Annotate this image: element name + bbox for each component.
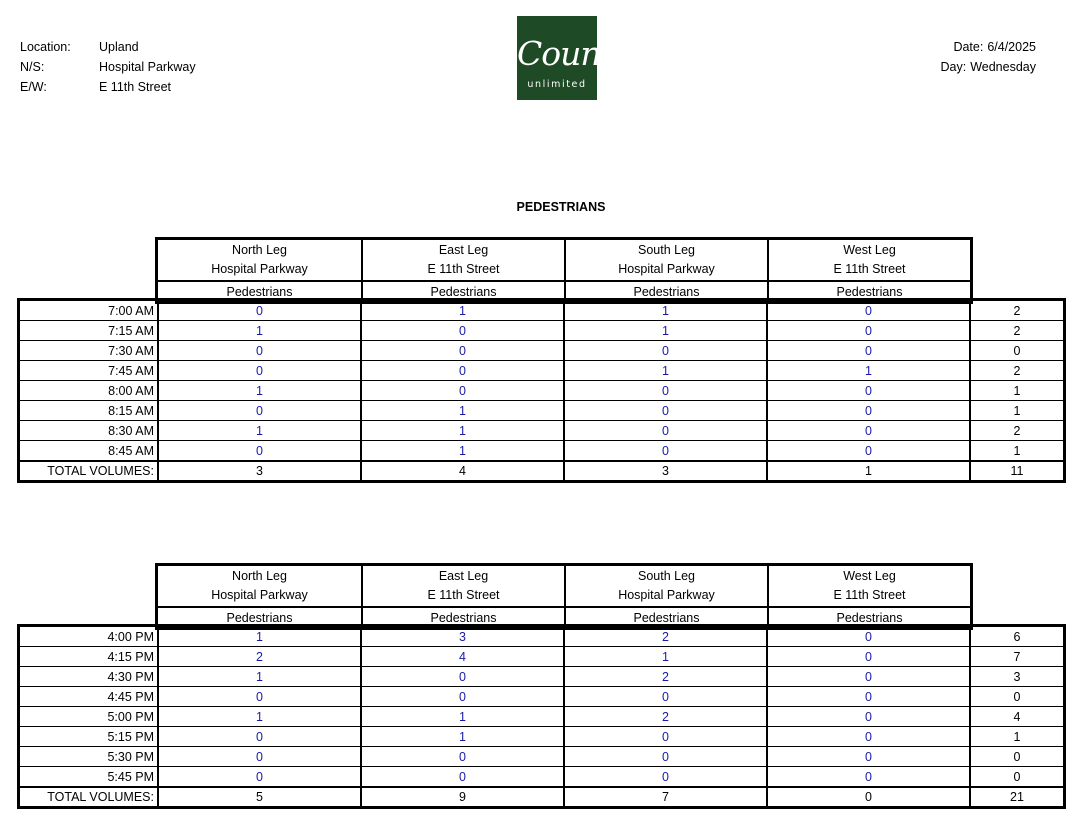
leg-header: [155, 563, 973, 630]
leg-street: Hospital Parkway: [618, 588, 715, 602]
time-cell: 7:30 AM: [108, 343, 154, 358]
leg-column: [361, 240, 564, 301]
page-title: PEDESTRIANS: [516, 200, 606, 214]
row-total-cell: 2: [969, 421, 1063, 440]
count-cell: 0: [563, 727, 766, 746]
count-cell: 1: [157, 321, 360, 340]
time-cell: 7:00 AM: [108, 303, 154, 318]
count-cell: 0: [563, 341, 766, 360]
counts-grid: [17, 624, 1066, 809]
total-row: [20, 460, 1063, 480]
count-cell: 0: [563, 767, 766, 786]
time-cell: 7:15 AM: [108, 323, 154, 338]
table-row: [20, 706, 1063, 726]
count-cell: 0: [766, 321, 969, 340]
count-cell: 1: [563, 647, 766, 666]
count-cell: 0: [563, 381, 766, 400]
leg-total-cell: 3: [563, 462, 766, 480]
leg-header: [155, 237, 973, 304]
table-row: [20, 627, 1063, 646]
table-row: [20, 420, 1063, 440]
count-cell: 1: [157, 667, 360, 686]
time-cell: 8:45 AM: [108, 443, 154, 458]
leg-mode: Pedestrians: [430, 284, 497, 299]
time-cell: 5:15 PM: [107, 729, 154, 744]
leg-name: North Leg: [232, 243, 287, 257]
count-cell: 0: [157, 301, 360, 320]
count-cell: 0: [766, 341, 969, 360]
count-cell: 0: [766, 727, 969, 746]
count-cell: 0: [563, 687, 766, 706]
table-row: [20, 726, 1063, 746]
leg-column: [564, 566, 767, 627]
leg-street: Hospital Parkway: [211, 262, 308, 276]
leg-total-cell: 4: [360, 462, 563, 480]
count-cell: 1: [766, 361, 969, 380]
count-cell: 0: [563, 421, 766, 440]
table-row: [20, 360, 1063, 380]
count-cell: 1: [157, 707, 360, 726]
leg-mode: Pedestrians: [226, 284, 293, 299]
count-cell: 4: [360, 647, 563, 666]
row-total-cell: 2: [969, 301, 1063, 320]
row-total-cell: 0: [969, 341, 1063, 360]
count-cell: 0: [563, 401, 766, 420]
leg-total-cell: 0: [766, 788, 969, 806]
grand-total-cell: 21: [969, 788, 1063, 806]
count-cell: 0: [766, 687, 969, 706]
time-cell: 4:15 PM: [107, 649, 154, 664]
leg-name: West Leg: [843, 569, 896, 583]
leg-total-cell: 9: [360, 788, 563, 806]
count-cell: 1: [360, 441, 563, 460]
leg-total-cell: 7: [563, 788, 766, 806]
count-cell: 1: [157, 627, 360, 646]
count-cell: 0: [766, 421, 969, 440]
time-cell: 8:00 AM: [108, 383, 154, 398]
leg-mode: Pedestrians: [633, 610, 700, 625]
leg-names: [363, 240, 564, 282]
count-cell: 0: [360, 687, 563, 706]
date-info: [941, 37, 1037, 77]
count-cell: 0: [766, 441, 969, 460]
count-cell: 0: [157, 727, 360, 746]
count-cell: 0: [360, 341, 563, 360]
counts-grid: [17, 298, 1066, 483]
row-total-cell: 1: [969, 381, 1063, 400]
total-label: TOTAL VOLUMES:: [47, 464, 154, 478]
table-row: [20, 686, 1063, 706]
day-label: Day:: [940, 60, 967, 74]
leg-street: E 11th Street: [833, 588, 906, 602]
date-label: Date:: [953, 40, 984, 54]
count-cell: 0: [563, 441, 766, 460]
count-cell: 0: [157, 361, 360, 380]
logo-script: Counts: [517, 34, 629, 73]
leg-street: E 11th Street: [833, 262, 906, 276]
leg-name: West Leg: [843, 243, 896, 257]
leg-total-cell: 5: [157, 788, 360, 806]
count-cell: 1: [563, 361, 766, 380]
count-cell: 0: [157, 767, 360, 786]
leg-mode: Pedestrians: [836, 284, 903, 299]
table-row: [20, 666, 1063, 686]
time-cell: 4:00 PM: [107, 629, 154, 644]
leg-total-cell: 3: [157, 462, 360, 480]
leg-street: Hospital Parkway: [211, 588, 308, 602]
time-cell: 5:45 PM: [107, 769, 154, 784]
count-cell: 1: [360, 421, 563, 440]
leg-name: South Leg: [638, 243, 695, 257]
leg-name: North Leg: [232, 569, 287, 583]
count-cell: 1: [157, 421, 360, 440]
count-cell: 0: [360, 321, 563, 340]
count-cell: 0: [360, 381, 563, 400]
count-cell: 3: [360, 627, 563, 646]
table-row: [20, 400, 1063, 420]
count-cell: 0: [157, 747, 360, 766]
leg-names: [363, 566, 564, 608]
leg-mode: Pedestrians: [836, 610, 903, 625]
leg-names: [566, 240, 767, 282]
leg-names: [769, 566, 970, 608]
leg-total-cell: 1: [766, 462, 969, 480]
time-cell: 8:15 AM: [108, 403, 154, 418]
leg-column: [767, 240, 970, 301]
count-cell: 0: [766, 381, 969, 400]
leg-street: E 11th Street: [427, 262, 500, 276]
leg-mode: Pedestrians: [226, 610, 293, 625]
table-row: [20, 646, 1063, 666]
row-total-cell: 1: [969, 401, 1063, 420]
location-value: Upland: [99, 40, 139, 54]
leg-names: [769, 240, 970, 282]
time-cell: 5:30 PM: [107, 749, 154, 764]
location-label: Location:: [20, 40, 71, 54]
count-cell: 2: [563, 707, 766, 726]
row-total-cell: 0: [969, 747, 1063, 766]
count-cell: 1: [360, 707, 563, 726]
count-cell: 0: [360, 747, 563, 766]
count-cell: 1: [157, 381, 360, 400]
leg-column: [564, 240, 767, 301]
count-cell: 0: [766, 767, 969, 786]
leg-name: East Leg: [438, 243, 489, 257]
time-cell: 7:45 AM: [108, 363, 154, 378]
leg-street: E 11th Street: [427, 588, 500, 602]
leg-column: [361, 566, 564, 627]
ew-label: E/W:: [20, 80, 47, 94]
leg-names: [158, 240, 361, 282]
leg-name: South Leg: [638, 569, 695, 583]
count-cell: 0: [157, 687, 360, 706]
table-row: [20, 766, 1063, 786]
count-cell: 0: [157, 441, 360, 460]
count-cell: 0: [563, 747, 766, 766]
grand-total-cell: 11: [969, 462, 1063, 480]
row-total-cell: 7: [969, 647, 1063, 666]
row-total-cell: 3: [969, 667, 1063, 686]
time-cell: 4:30 PM: [107, 669, 154, 684]
leg-street: Hospital Parkway: [618, 262, 715, 276]
table-row: [20, 320, 1063, 340]
total-row: [20, 786, 1063, 806]
count-cell: 0: [766, 647, 969, 666]
day-value: Wednesday: [970, 60, 1036, 74]
count-cell: 1: [360, 301, 563, 320]
count-cell: 0: [766, 301, 969, 320]
count-cell: 2: [563, 667, 766, 686]
leg-column: [158, 566, 361, 627]
row-total-cell: 0: [969, 687, 1063, 706]
total-label: TOTAL VOLUMES:: [47, 790, 154, 804]
table-row: [20, 746, 1063, 766]
table-row: [20, 301, 1063, 320]
count-cell: 1: [360, 401, 563, 420]
table-row: [20, 340, 1063, 360]
count-cell: 0: [360, 361, 563, 380]
ns-label: N/S:: [20, 60, 45, 74]
leg-mode: Pedestrians: [430, 610, 497, 625]
leg-column: [158, 240, 361, 301]
ns-value: Hospital Parkway: [99, 60, 196, 74]
time-cell: 5:00 PM: [107, 709, 154, 724]
row-total-cell: 4: [969, 707, 1063, 726]
ew-value: E 11th Street: [99, 80, 172, 94]
count-cell: 0: [766, 401, 969, 420]
row-total-cell: 1: [969, 727, 1063, 746]
count-cell: 2: [157, 647, 360, 666]
row-total-cell: 2: [969, 321, 1063, 340]
time-cell: 8:30 AM: [108, 423, 154, 438]
leg-column: [767, 566, 970, 627]
count-cell: 1: [563, 321, 766, 340]
row-total-cell: 6: [969, 627, 1063, 646]
leg-name: East Leg: [438, 569, 489, 583]
count-cell: 0: [360, 767, 563, 786]
count-cell: 0: [157, 341, 360, 360]
leg-names: [566, 566, 767, 608]
leg-names: [158, 566, 361, 608]
count-cell: 0: [766, 747, 969, 766]
location-info: [20, 37, 196, 97]
count-cell: 0: [157, 401, 360, 420]
count-cell: 1: [360, 727, 563, 746]
date-value: 6/4/2025: [987, 40, 1036, 54]
table-row: [20, 380, 1063, 400]
count-cell: 0: [766, 627, 969, 646]
leg-mode: Pedestrians: [633, 284, 700, 299]
logo-subtitle: unlimited: [527, 79, 587, 90]
counts-unlimited-logo: [517, 16, 629, 100]
table-row: [20, 440, 1063, 460]
row-total-cell: 1: [969, 441, 1063, 460]
row-total-cell: 2: [969, 361, 1063, 380]
count-cell: 0: [360, 667, 563, 686]
count-cell: 2: [563, 627, 766, 646]
count-cell: 0: [766, 667, 969, 686]
row-total-cell: 0: [969, 767, 1063, 786]
time-cell: 4:45 PM: [107, 689, 154, 704]
count-cell: 1: [563, 301, 766, 320]
count-cell: 0: [766, 707, 969, 726]
